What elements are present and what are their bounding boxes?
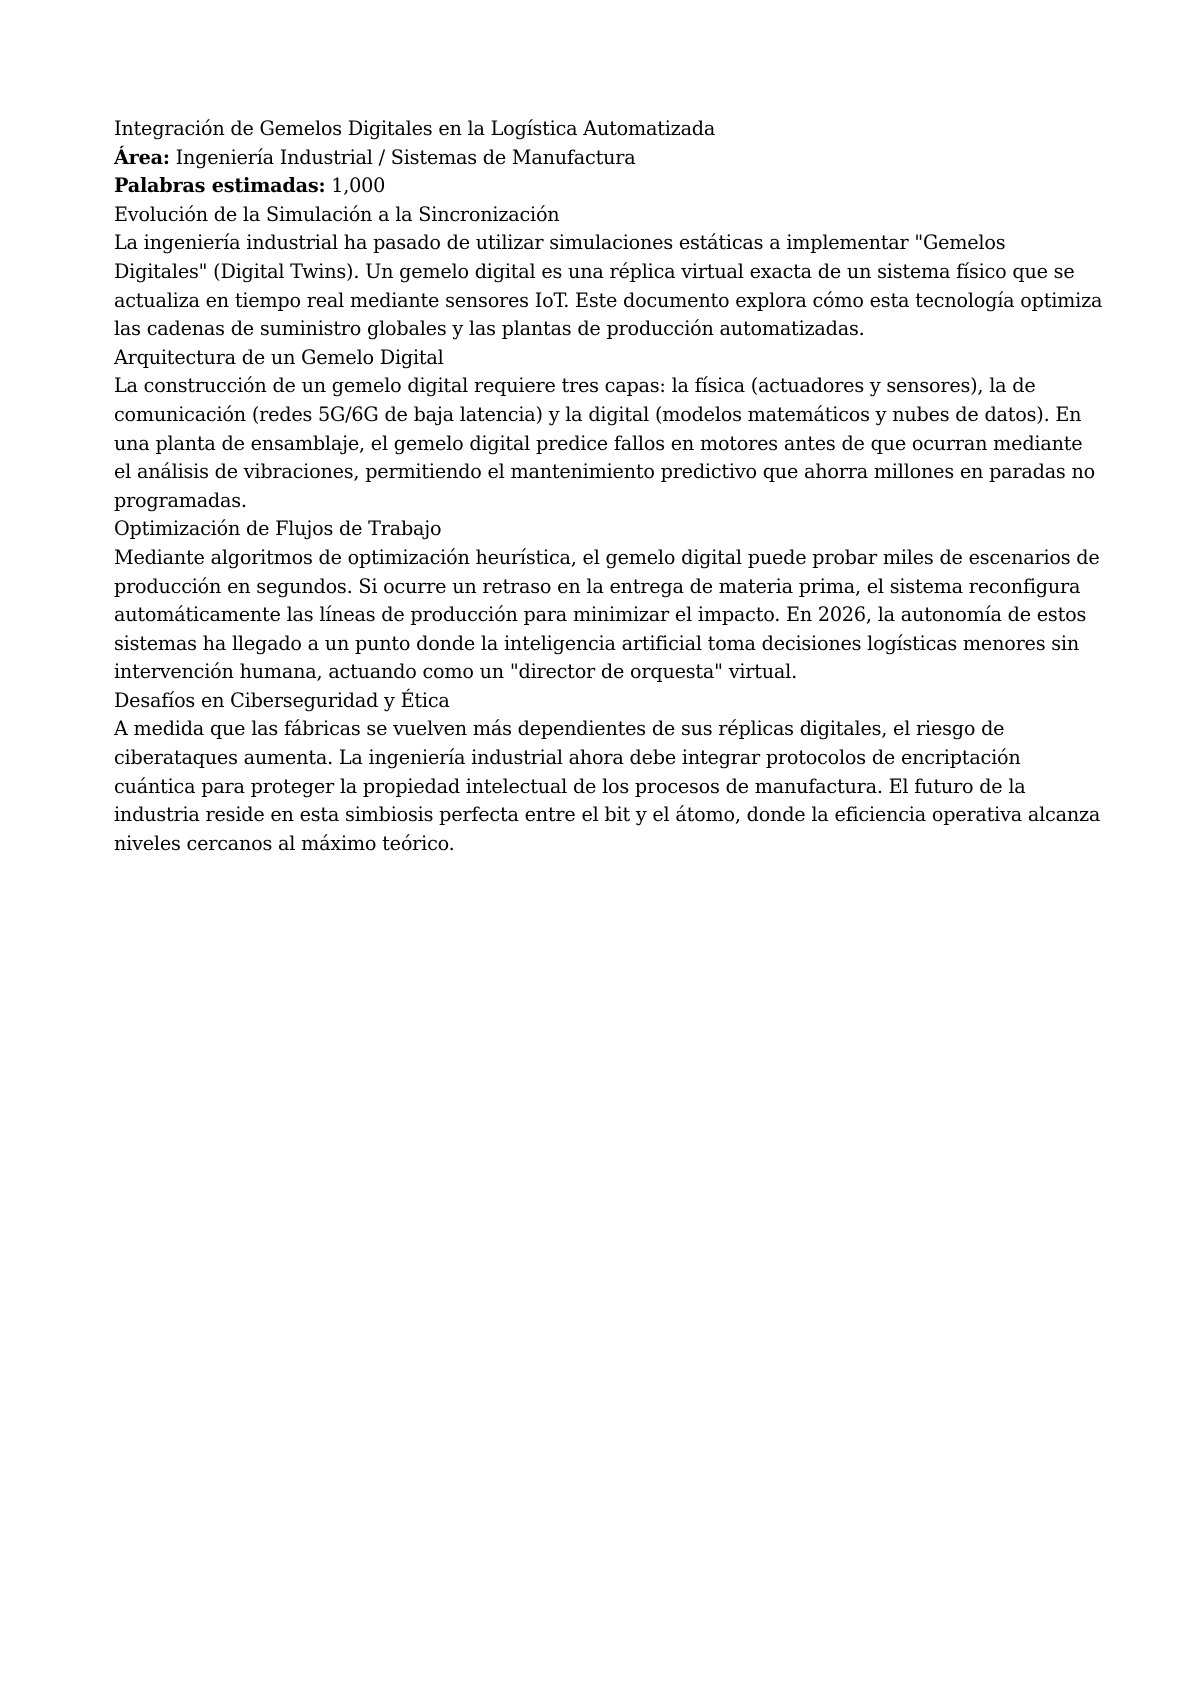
document-content <box>114 115 1104 858</box>
area-value: Ingeniería Industrial / Sistemas de Manufactura <box>169 145 636 169</box>
word-count-label: Palabras estimadas: <box>114 174 326 198</box>
section-body: A medida que las fábricas se vuelven más dependientes de sus réplicas digitales, el riesgo de ciberataques aumenta. La ingeniería industrial ahora debe integrar protocolos de encriptación cuántica para proteger la propiedad intelectual de los procesos de manufactura. El futuro de la industria reside en esta simbiosis perfecta entre el bit y el átomo, donde la eficiencia operativa alcanza niveles cercanos al máximo teórico. <box>114 717 1101 855</box>
section-body: La construcción de un gemelo digital requiere tres capas: la física (actuadores y sensores), la de comunicación (redes 5G/6G de baja latencia) y la digital (modelos matemáticos y nubes de datos). En una planta de ensamblaje, el gemelo digital predice fallos en motores antes de que ocurran mediante el análisis de vibraciones, permitiendo el mantenimiento predictivo que ahorra millones en paradas no programadas. <box>114 374 1095 512</box>
section-heading: Arquitectura de un Gemelo Digital <box>114 345 444 369</box>
word-count-line <box>114 172 1104 201</box>
area-line <box>114 144 1104 173</box>
area-label: Área: <box>114 145 170 169</box>
word-count-value: 1,000 <box>325 174 386 198</box>
document-title: Integración de Gemelos Digitales en la Logística Automatizada <box>114 117 716 140</box>
section-heading: Desafíos en Ciberseguridad y Ética <box>114 688 450 712</box>
section-body: Mediante algoritmos de optimización heurística, el gemelo digital puede probar miles de escenarios de producción en segundos. Si ocurre un retraso en la entrega de materia prima, el sistema reconfigura automáticamente las líneas de producción para minimizar el impacto. En 2026, la autonomía de estos sistemas ha llegado a un punto donde la inteligencia artificial toma decisiones logísticas menores sin intervención humana, actuando como un "director de orquesta" virtual. <box>114 545 1100 684</box>
section-heading: Evolución de la Simulación a la Sincronización <box>114 202 560 226</box>
section-body: La ingeniería industrial ha pasado de utilizar simulaciones estáticas a implementar "Gemelos Digitales" (Digital Twins). Un gemelo digital es una réplica virtual exacta de un sistema físico que se actualiza en tiempo real mediante sensores IoT. Este documento explora cómo esta tecnología optimiza las cadenas de suministro globales y las plantas de producción automatizadas. <box>114 231 1103 341</box>
section-heading: Optimización de Flujos de Trabajo <box>114 517 442 541</box>
